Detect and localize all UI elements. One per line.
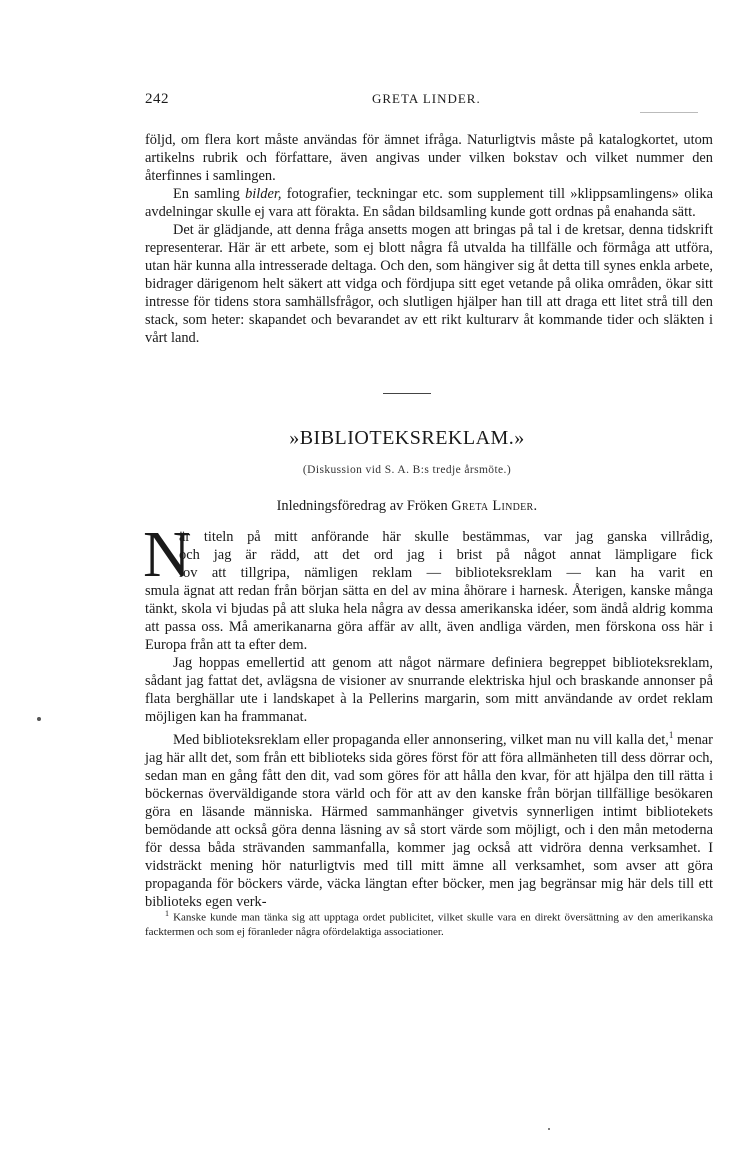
text-run: fotografier, teckningar etc. som supplement till »klippsamlingens» olika avdelningar skulle ej vara att förakta. En sådan bildsamling kunde gott ordnas på enahanda sätt. (145, 186, 713, 220)
running-head: GRETA LINDER. (372, 91, 481, 106)
paragraph (145, 528, 713, 654)
footnote-reference: 1 (668, 730, 674, 740)
paragraph: följd, om flera kort måste användas för ämnet ifråga. Naturligtvis måste på katalogkortet, utom artikelns rubrik och författare, även angivas under vilken bokstav och vilket nummer den återfinnes i samlingen. (145, 132, 713, 184)
dropcap-line: och jag är rädd, att det ord jag i brist på något annat lämpligare fick (179, 547, 713, 563)
intro-line (0, 498, 752, 515)
footnote (145, 907, 713, 939)
emphasis: bilder, (245, 186, 282, 202)
header-rule (640, 112, 698, 113)
paragraph (145, 726, 713, 911)
scan-speck (37, 717, 41, 721)
article-subtitle: (Diskussion vid S. A. B:s tredje årsmöte.) (302, 464, 512, 476)
paragraph: Det är glädjande, att denna fråga ansetts mogen att bringas på tal i de kretsar, denna tidskrift representerar. Här är ett arbete, som ej blott några få utvalda ha tillfälle och förmåga att utföra, utan här kunna alla intresserade deltaga. Och den, som hängiver sig åt detta till synes enkla arbete, bidrager därigenom helt säkert att vidga och fördjupa sitt eget vetande på olika områden, ökar sitt intresse för tidens stora samhällsfrågor, och slutligen hjälper han till att draga ett litet strå till den stack, som heter: skapandet och bevarandet av ett rikt kulturarv åt kommande tider och släkten i vårt land. (145, 222, 713, 346)
drop-cap: N (143, 518, 191, 591)
scan-speck (548, 1128, 550, 1130)
dropcap-line: är titeln på mitt anförande här skulle bestämmas, var jag ganska villrådig, (179, 529, 713, 545)
paragraph: Jag hoppas emellertid att genom att något närmare definiera begreppet biblioteksreklam, sådant jag fattat det, avlägsna de visioner av snurrande elektriska hjul och braskande annonser på flata berghällar ute i landskapet à la Pellerins margarin, som mitt användande av ordet reklam möjligen kan ha frammanat. (145, 655, 713, 725)
intro-text: Inledningsföredrag av Fröken (276, 498, 452, 514)
article-title: »BIBLIOTEKSREKLAM.» (289, 427, 525, 449)
footnote-body: Kanske kunde man tänka sig att upptaga ordet publicitet, vilket skulle vara en direkt översättning av den amerikanska facktermen och som ej föranleder några ofördelaktiga associationer. (145, 911, 713, 938)
section-separator (383, 393, 431, 394)
footnote-marker: 1 (165, 909, 169, 918)
paragraph (145, 185, 713, 221)
text-run: menar jag här allt det, som från ett biblioteks sida göres först för att föra allmänheten till dess dörrar och, sedan man en gång fått den dit, vad som göres för att hålla den kvar, för att hjälpa den till rätta i böckernas överväldigande stora värld och för att av den kanske från början tillfällige besökaren göra en läsande människa. Härmed sammanhänger givetvis synnerligen intimt bibliotekets bemödande att också göra denna läsning av så stort värde som möjligt, och i den mån metoderna för dessa båda strävanden sammanfalla, kommer jag också att vidröra denna verksamhet. I vidsträckt mening hör naturligtvis med till mitt ämne all verksamhet, som avser att göra propaganda för böckers värde, väcka längtan efter böcker, men jag begränsar mig här dels till ett biblioteks egen verk- (145, 731, 713, 910)
author-name: Greta Linder. (451, 498, 538, 514)
dropcap-line: lov att tillgripa, nämligen reklam — biblioteksreklam — kan ha varit en (179, 565, 713, 581)
page-number: 242 (145, 91, 169, 107)
text-run: Med biblioteksreklam eller propaganda eller annonsering, vilket man nu vill kalla det, (173, 731, 669, 748)
text-run: En samling (173, 186, 246, 202)
text-run: smula ägnat att redan från början sätta en del av mina åhörare i harnesk. Återigen, kanske många tänkt, skola vi bjudas på att sluka hela några av dessa amerikanska idéer, som ändå aldrig komma att passa oss. Må amerikanarna göra affär av allt, även andliga värden, men förskona oss här i Europa från att ta efter dem. (145, 583, 713, 653)
previous-article-text (145, 131, 713, 347)
article-body (145, 528, 713, 911)
footnote-text (145, 907, 713, 939)
